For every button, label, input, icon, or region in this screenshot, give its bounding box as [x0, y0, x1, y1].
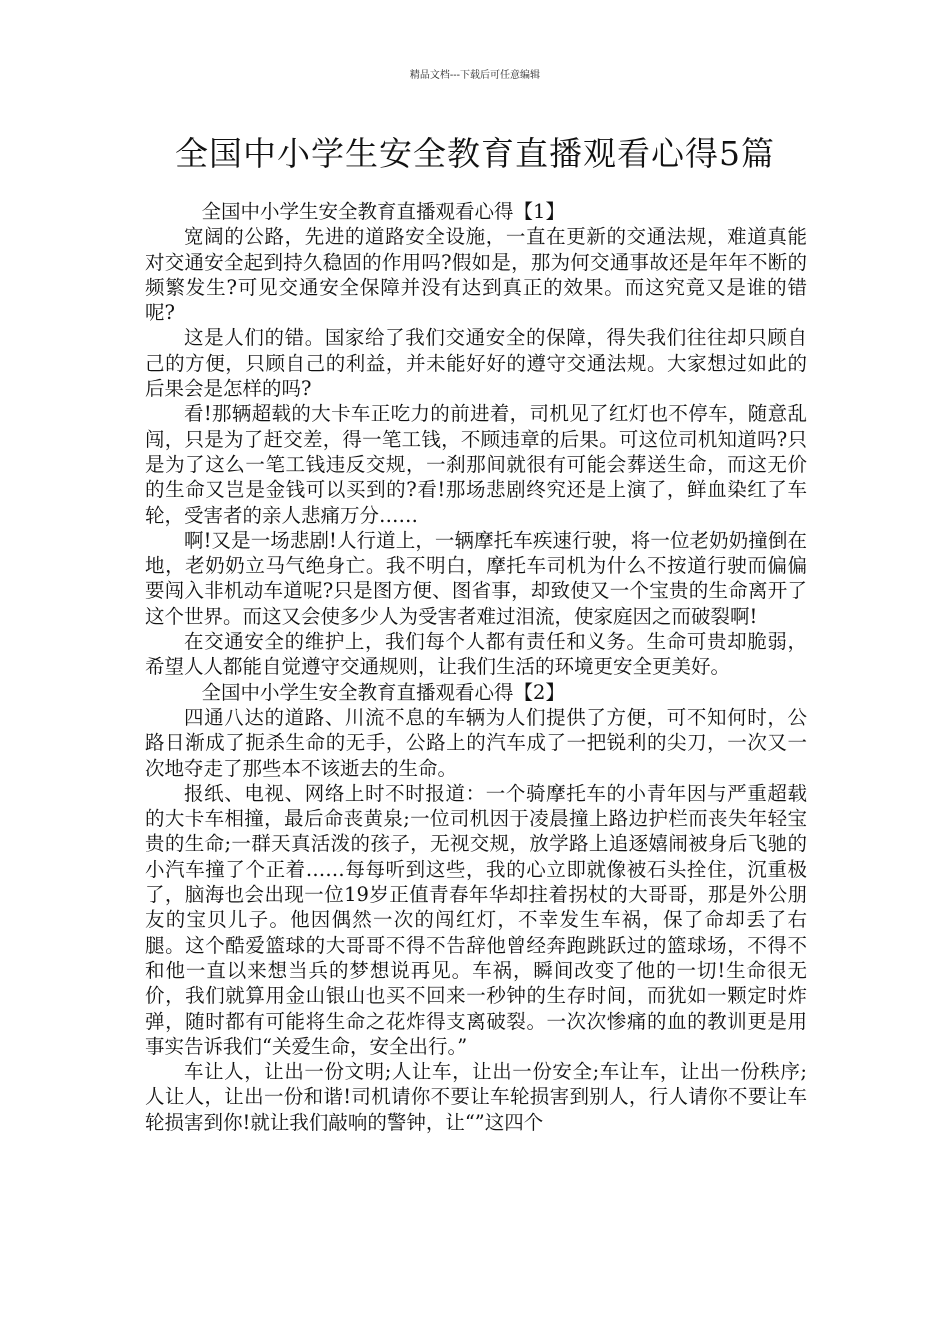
- paragraph: 看!那辆超载的大卡车正吃力的前进着，司机见了红灯也不停车，随意乱闯，只是为了赶交差，得一笔工钱，不顾违章的后果。可这位司机知道吗?只是为了这么一笔工钱违反交规，一刹那间就很有可能会葬送生命，而这无价的生命又岂是金钱可以买到的?看!那场悲剧终究还是上演了，鲜血染红了车轮，受害者的亲人悲痛万分……: [145, 402, 807, 527]
- paragraph: 四通八达的道路、川流不息的车辆为人们提供了方便，可不知何时，公路日渐成了扼杀生命的无手，公路上的汽车成了一把锐利的尖刀，一次又一次地夺走了那些本不该逝去的生命。: [145, 705, 807, 780]
- paragraph: 报纸、电视、网络上时不时报道：一个骑摩托车的小青年因与严重超载的大卡车相撞，最后命丧黄泉;一位司机因于凌晨撞上路边护栏而丧失年轻宝贵的生命;一群天真活泼的孩子，无视交规，放学路上追逐嬉闹被身后飞驰的小汽车撞了个正着……每每听到这些，我的心立即就像被石头拴住，沉重极了，脑海也会出现一位19岁正值青春年华却拄着拐杖的大哥哥，那是外公朋友的宝贝儿子。他因偶然一次的闯红灯，不幸发生车祸，保了命却丢了右腿。这个酷爱篮球的大哥哥不得不告辞他曾经奔跑跳跃过的篮球场，不得不和他一直以来想当兵的梦想说再见。车祸，瞬间改变了他的一切!生命很无价，我们就算用金山银山也买不回来一秒钟的生存时间，而犹如一颗定时炸弹，随时都有可能将生命之花炸得支离破裂。一次次惨痛的血的教训更是用事实告诉我们“关爱生命，安全出行。”: [145, 781, 807, 1058]
- paragraph: 这是人们的错。国家给了我们交通安全的保障，得失我们往往却只顾自己的方便，只顾自己的利益，并未能好好的遵守交通法规。大家想过如此的后果会是怎样的吗?: [145, 326, 807, 401]
- paragraph: 宽阔的公路，先进的道路安全设施，一直在更新的交通法规，难道真能对交通安全起到持久稳固的作用吗?假如是，那为何交通事故还是年年不断的频繁发生?可见交通安全保障并没有达到真正的效果。而这究竟又是谁的错呢?: [145, 225, 807, 325]
- page-header-note: 精品文档---下载后可任意编辑: [409, 70, 541, 81]
- section-heading-1: 全国中小学生安全教育直播观看心得【1】: [201, 200, 565, 223]
- paragraph: 啊!又是一场悲剧!人行道上，一辆摩托车疾速行驶，将一位老奶奶撞倒在地，老奶奶立马气绝身亡。我不明白，摩托车司机为什么不按道行驶而偏偏要闯入非机动车道呢?只是图方便、图省事，却致使又一个宝贵的生命离开了这个世界。而这又会使多少人为受害者难过泪流，使家庭因之而破裂啊!: [145, 528, 807, 628]
- document-body: [145, 199, 807, 1135]
- document-title: 全国中小学生安全教育直播观看心得5篇: [175, 134, 775, 173]
- paragraph: 车让人，让出一份文明;人让车，让出一份安全;车让车，让出一份秩序;人让人，让出一份和谐!司机请你不要让车轮损害到别人，行人请你不要让车轮损害到你!就让我们敲响的警钟，让“”这四个: [145, 1060, 807, 1134]
- paragraph: 在交通安全的维护上，我们每个人都有责任和义务。生命可贵却脆弱，希望人人都能自觉遵守交通规则，让我们生活的环境更安全更美好。: [145, 630, 807, 679]
- section-heading-2: 全国中小学生安全教育直播观看心得【2】: [201, 680, 565, 704]
